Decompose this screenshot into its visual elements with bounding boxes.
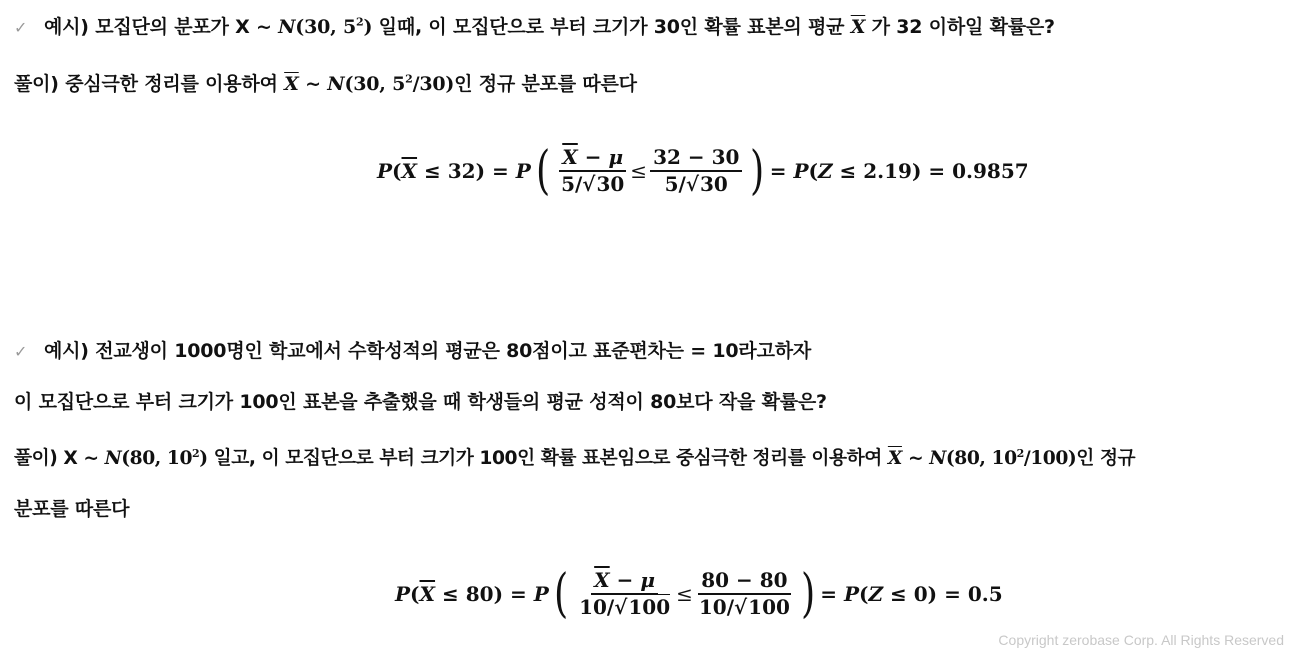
example2-solution: [14, 443, 1135, 470]
math-text: ≤ 2.19) = 0.9857: [832, 159, 1029, 183]
sqrt-icon: √: [582, 172, 596, 196]
copyright-notice: Copyright zerobase Corp. All Rights Reserved: [998, 632, 1284, 648]
math-params: (80, 10: [121, 447, 192, 469]
math-xbar: $\overline{X}$: [401, 159, 418, 183]
example1-solution: [14, 69, 637, 96]
math-params: (30, 5: [344, 73, 406, 95]
fraction: [650, 146, 742, 196]
denominator: [662, 172, 731, 196]
text: 예시) 전교생이 1000명인 학교에서 수학성적의 평균은 80점이고 표준편차는 = 10라고하자: [44, 340, 812, 362]
math-xbar: $\overline{X}$: [887, 447, 902, 469]
denominator: [696, 595, 793, 619]
math-sup: 2: [405, 72, 413, 86]
text: 인 정규 분포를 따른다: [454, 73, 637, 95]
math-mu: μ: [608, 145, 624, 169]
text: 가 32 이하일 확률은?: [865, 16, 1055, 38]
denominator: [576, 595, 673, 619]
fraction: [558, 146, 627, 196]
text: 풀이) X ~: [14, 448, 105, 469]
math-sup: 2: [355, 15, 364, 29]
math-xbar: $\overline{X}$: [419, 582, 436, 606]
example1-question: [14, 12, 1055, 39]
sqrt-icon: √: [685, 172, 700, 196]
math-text: ≤ 32) =: [417, 159, 516, 183]
math-paren: (: [859, 582, 869, 606]
math-tail: /30): [412, 73, 455, 95]
math-params: (30, 5: [295, 16, 356, 38]
example2-question: [14, 336, 811, 363]
math-text: 5/: [664, 172, 686, 196]
numerator: [559, 146, 626, 172]
math-p: P: [395, 582, 411, 606]
text: ~: [298, 73, 328, 95]
math-xbar: $\overline{X}$: [284, 73, 299, 95]
text: 예시) 모집단의 분포가 X ~: [44, 16, 279, 38]
math-xbar: $\overline{X}$: [562, 145, 578, 169]
math-close: ): [363, 16, 373, 38]
text: 이 모집단으로 부터 크기가 100인 표본을 추출했을 때 학생들의 평균 성적이 80보다 작을 확률은?: [14, 391, 827, 413]
math-tail: /100): [1023, 447, 1077, 469]
text: ~: [901, 448, 930, 469]
math-p: P: [843, 582, 859, 606]
math-z: Z: [817, 159, 833, 183]
numerator: 80 − 80: [698, 569, 790, 595]
math-text: 10/: [698, 595, 735, 619]
math-text: 10/: [579, 595, 615, 619]
math-minus: −: [609, 568, 641, 592]
math-z: Z: [868, 582, 884, 606]
right-paren: ): [800, 564, 816, 624]
math-text: ≤ 0) = 0.5: [883, 582, 1003, 606]
math-p: P: [515, 159, 531, 183]
text: 풀이) 중심극한 정리를 이용하여: [14, 73, 285, 95]
math-radicand: 30: [596, 172, 625, 196]
math-xbar: $\overline{X}$: [850, 16, 866, 38]
sqrt-icon: √: [734, 595, 748, 619]
math-text: =: [769, 159, 794, 183]
denominator: [558, 172, 627, 196]
math-N: N: [278, 16, 296, 38]
math-close: ): [199, 447, 208, 469]
math-N: N: [929, 447, 946, 469]
math-leq: ≤: [630, 159, 648, 183]
math-radicand: 30: [700, 172, 728, 196]
numerator: 32 − 30: [650, 146, 742, 172]
numerator: [591, 569, 658, 595]
math-p: P: [793, 159, 809, 183]
left-paren: (: [535, 141, 551, 201]
math-p: P: [533, 582, 549, 606]
math-paren: (: [808, 159, 818, 183]
text: 분포를 따른다: [14, 498, 130, 520]
text: 일때, 이 모집단으로 부터 크기가 30인 확률 표본의 평균: [372, 16, 851, 38]
math-N: N: [327, 73, 345, 95]
math-leq: ≤: [676, 582, 693, 606]
text: 인 정규: [1076, 448, 1136, 469]
math-text: =: [820, 582, 844, 606]
text: 일고, 이 모집단으로 부터 크기가 100인 확률 표본임으로 중심극한 정리를 이용하여: [207, 448, 888, 469]
math-paren: (: [410, 582, 420, 606]
check-icon: ✓: [14, 342, 28, 361]
example2-solution-line2: [14, 494, 129, 521]
math-mu: μ: [640, 568, 656, 592]
fraction: [696, 569, 793, 619]
math-text: 5/: [561, 172, 583, 196]
example1-formula: [377, 141, 1029, 201]
sqrt-icon: √: [614, 595, 628, 619]
example2-question-line2: [14, 387, 827, 414]
right-paren: ): [750, 141, 765, 201]
math-radicand: 100: [748, 595, 790, 619]
math-p: P: [377, 159, 393, 183]
math-radicand: 100: [628, 595, 671, 619]
left-paren: (: [553, 564, 569, 624]
math-xbar: $\overline{X}$: [594, 568, 610, 592]
math-minus: −: [577, 145, 609, 169]
fraction: [576, 569, 673, 619]
example2-formula: [395, 564, 1003, 624]
math-paren: (: [392, 159, 402, 183]
check-icon: ✓: [14, 18, 28, 37]
math-text: ≤ 80) =: [435, 582, 534, 606]
math-sup: 2: [192, 446, 200, 460]
math-params: (80, 10: [945, 447, 1017, 469]
math-sup: 2: [1016, 446, 1024, 460]
math-N: N: [104, 447, 122, 469]
